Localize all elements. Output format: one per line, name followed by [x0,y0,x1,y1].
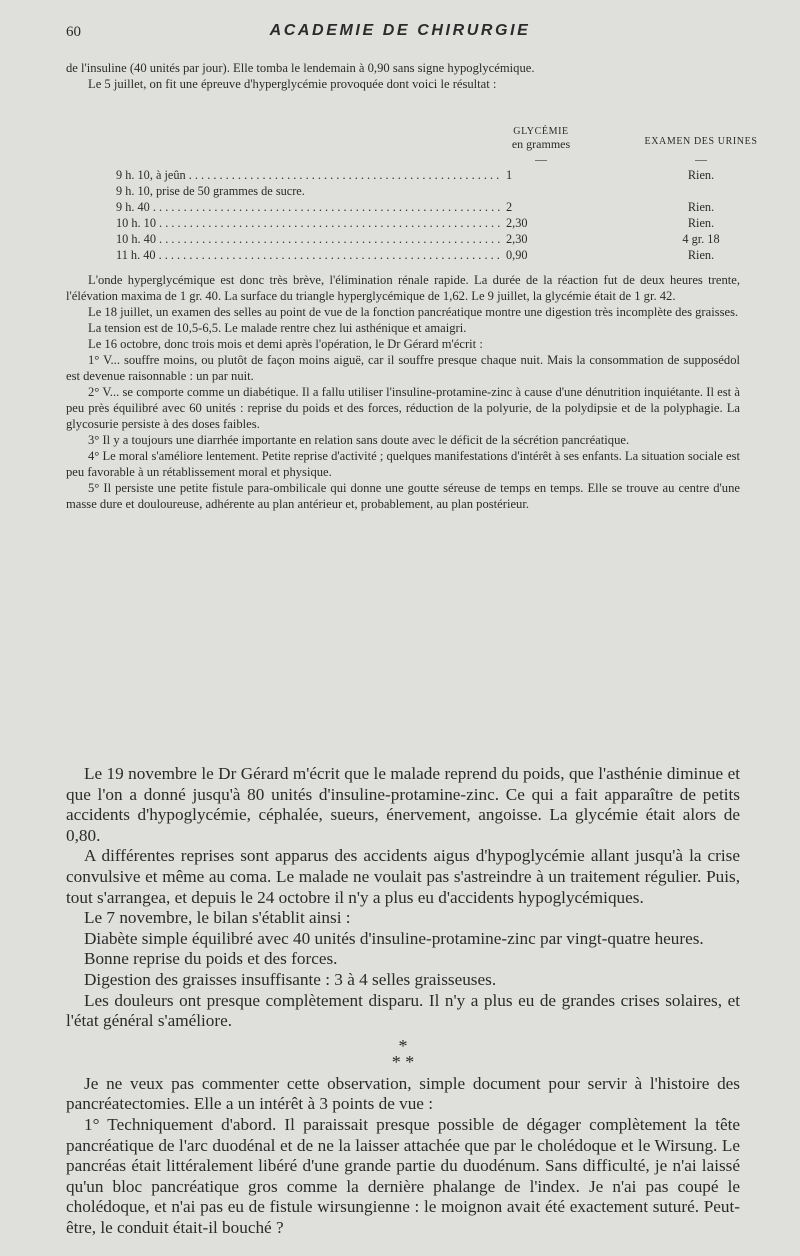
table-row [66,248,740,264]
urines-cell: Rien. [687,216,715,230]
section-separator [66,1035,740,1072]
running-title: ACADEMIE DE CHIRURGIE [269,22,531,39]
paragraph: 1° V... souffre moins, ou plutôt de façon moins aiguë, car il souffre presque chaque nuit. Mais la consommation de supposédol est devenue raisonnable : un par nuit. [66,353,740,383]
table-row [66,184,740,200]
urines-cell: Rien. [687,200,715,214]
table-row [66,168,740,184]
paragraph: de l'insuline (40 unités par jour). Elle tomba le lendemain à 0,90 sans signe hypoglycémique. [66,61,535,75]
paragraph: 3° Il y a toujours une diarrhée importante en relation sans doute avec le déficit de la sécrétion pancréatique. [88,433,630,447]
page-header [66,20,734,48]
paragraph: 5° Il persiste une petite fistule para-ombilicale qui donne une goutte séreuse de temps en temps. Elle se trouve au centre d'une masse dure et douloureuse, adhérente au plan antérieur et, probablement, au plan postérieur. [66,481,740,511]
asterism-top: * [398,1035,408,1056]
glycemie-cell: 1 [502,168,550,183]
paragraph: 2° V... se comporte comme un diabétique. Il a fallu utiliser l'insuline-protamine-zinc à cause d'une dénutrition inquiétante. Il est à peu près équilibré avec 60 unités : reprise du poids et des forces, réduction de la polyurie, de la polydipsie et de la polyphagie. La glycosurie persiste à des doses faibles. [66,385,740,431]
urines-cell: Rien. [687,168,715,182]
paragraph: 1° Techniquement d'abord. Il paraissait presque possible de dégager complètement la tête pancréatique de l'arc duodénal et de ne la laisser attachée que par le cholédoque et le Wirsung. Le pancréas était littéralement libéré d'une grande partie du duodénum. Sans difficulté, je n'ai laissé qu'un bloc pancréatique gros comme la dernière phalange de l'index. Je n'ai pas coupé le cholédoque, et n'ai pas eu de fistule wirsungienne : le moignon avait été exactement suturé. Peut-être, le conduit était-il bouché ? [66,1114,740,1237]
column-header-glycemie: GLYCÉMIE en grammes [511,126,571,151]
paragraph: Le 18 juillet, un examen des selles au point de vue de la fonction pancréatique montre une digestion très incomplète des graisses. [88,305,739,319]
time-cell: 10 h. 40 . . . [116,232,540,247]
paragraph: Diabète simple équilibré avec 40 unités d'insuline-protamine-zinc par vingt-quatre heures. [84,928,704,948]
main-body-text [66,764,740,1238]
time-cell: 9 h. 10, à jeûn . . . [116,168,540,183]
small-print-body [66,272,740,512]
paragraph: Le 5 juillet, on fit une épreuve d'hyperglycémie provoquée dont voici le résultat : [88,77,497,91]
glycemia-table [66,122,758,268]
column-dash: — [695,152,707,166]
column-header-urines: EXAMEN DES URINES [644,136,758,147]
glycemie-cell: 2,30 [502,216,550,231]
paragraph: Je ne veux pas commenter cette observation, simple document pour servir à l'histoire des pancréatectomies. Elle a un intérêt à 3 points de vue : [66,1073,740,1114]
paragraph: Le 19 novembre le Dr Gérard m'écrit que le malade reprend du poids, que l'asthénie diminue et que l'on a donné jusqu'à 80 unités d'insuline-protamine-zinc. Ce qui a fait apparaître de petits accidents d'hypoglycémie, céphalée, sueurs, énervement, angoisse. La glycémie était alors de 0,80. [66,764,740,845]
paragraph: A différentes reprises sont apparus des accidents aigus d'hypoglycémie allant jusqu'à la crise convulsive et même au coma. Le malade ne voulait pas s'astreindre à un traitement régulier. Puis, tout s'arrangea, et depuis le 24 octobre il n'y a plus eu d'accidents hypoglycémiques. [66,846,740,907]
paragraph: 4° Le moral s'améliore lentement. Petite reprise d'activité ; quelques manifestations d'intérêt à ses enfants. La situation sociale est peu favorable à un rétablissement moral et physique. [66,449,740,479]
paragraph: Le 16 octobre, donc trois mois et demi après l'opération, le Dr Gérard m'écrit : [88,337,483,351]
paragraph: Le 7 novembre, le bilan s'établit ainsi : [84,908,351,928]
paragraph: La tension est de 10,5-6,5. Le malade rentre chez lui asthénique et amaigri. [88,321,467,335]
time-cell: 9 h. 40 . . . [116,200,540,215]
table-row [66,200,740,216]
intro-text [66,60,740,92]
paragraph: Digestion des graisses insuffisante : 3 à 4 selles graisseuses. [84,969,497,989]
time-cell: 9 h. 10, prise de 50 grammes de sucre. [116,184,305,198]
column-dash: — [535,152,547,166]
glycemie-cell: 2,30 [502,232,550,247]
time-cell: 11 h. 40 . . . [116,248,540,263]
glycemie-cell: 0,90 [502,248,550,263]
paragraph: L'onde hyperglycémique est donc très brève, l'élimination rénale rapide. La durée de la réaction fut de deux heures trente, l'élévation maxima de 1 gr. 40. La surface du triangle hyperglycémique de 1,62. Le 9 juillet, la glycémie était de 1 gr. 42. [66,273,740,303]
page-number: 60 [66,24,81,40]
asterism-bottom: * * [391,1051,415,1072]
table-row [66,216,740,232]
glycemie-cell: 2 [502,200,550,215]
table-row [66,232,740,248]
urines-cell: 4 gr. 18 [682,232,720,246]
urines-cell: Rien. [687,248,715,262]
paragraph: Les douleurs ont presque complètement disparu. Il n'y a plus eu de grandes crises solaires, et l'état général s'améliore. [66,990,740,1031]
time-cell: 10 h. 10 . . . [116,216,540,231]
paragraph: Bonne reprise du poids et des forces. [84,949,338,969]
